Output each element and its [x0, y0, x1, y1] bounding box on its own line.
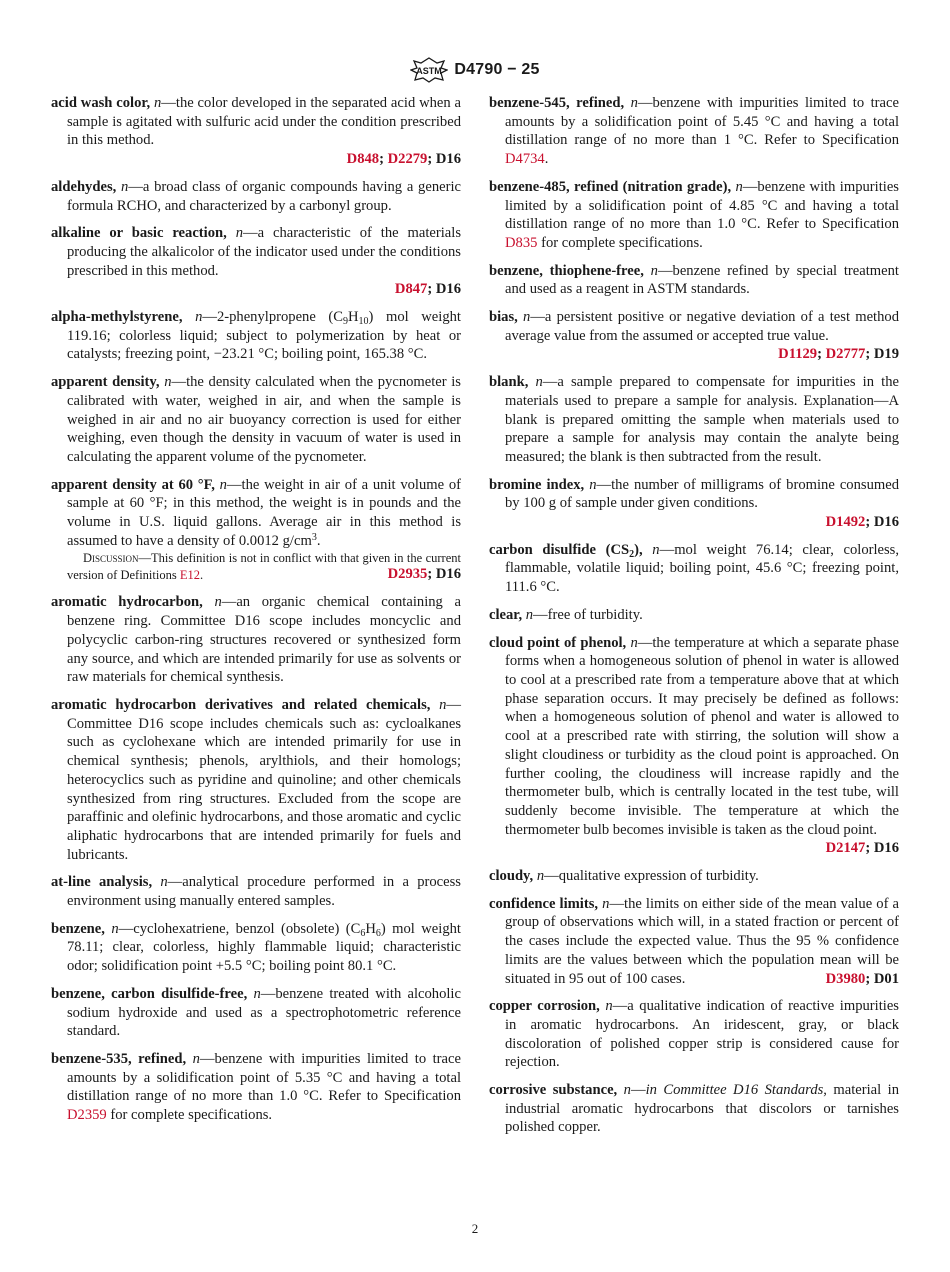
definition-acid-wash-color: acid wash color, n—the color developed in the separated acid when a sample is agitated with sulfuric acid under the condition prescribed in this method. D848; D2279; D16 [51, 95, 461, 168]
definition-clear: clear, n—free of turbidity. [489, 606, 643, 623]
definition-benzene-cs2-free: benzene, carbon disulfide-free, n—benzene treated with alcoholic sodium hydroxide and used as a spectrophotometric reference standard. [51, 985, 461, 1040]
definition-bromine-index: bromine index, n—the number of milligrams of bromine consumed by 100 g of sample under given conditions. D1492; D16 [489, 476, 899, 531]
discussion-note: Discussion—This definition is not in conflict with that given in the current version of Definitions E12. D2935; D16 [67, 551, 461, 583]
page-header [0, 58, 950, 82]
definition-confidence-limits: confidence limits, n—the limits on either side of the mean value of a group of observations which will, in a stated fraction or percent of the cases include the expected value. Thus the 95 % confidence limits are the values between which the population mean will be situated in 95 out of 100 cases. D3980; D01 [489, 895, 899, 987]
ref-link[interactable]: D848 [346, 151, 380, 168]
definition-aldehydes: aldehydes, n—a broad class of organic compounds having a generic formula RCHO, and characterized by a carbonyl group. [51, 178, 461, 214]
ref-link[interactable]: D1492 [825, 514, 866, 531]
definition-copper-corrosion: copper corrosion, n—a qualitative indication of reactive impurities in aromatic hydrocarbons. An iridescent, gray, or black discoloration of polished copper strip is considered cause for rejection. [489, 998, 899, 1071]
astm-logo-icon [410, 57, 448, 83]
definition-cloud-point-of-phenol: cloud point of phenol, n—the temperature at which a separate phase forms when a homogeneous solution of phenol in water is allowed to cool at a prescribed rate from a temperature above that at which phase separation occurs. It may precisely be defined as follows: when a homogeneous solution of phenol and water is allowed to cool at a prescribed rate with stirring, the solution will show a slight cloudiness or turbidity as the cloud point is approached. On further cooling, the cloudiness will increase rapidly and the thermometer bulb, which is centrally located in the test tube, will suddenly become invisible. The temperature at which the thermometer bulb becomes invisible is taken as the cloud point. D2147; D16 [489, 634, 900, 857]
ref-link[interactable]: D3980 [825, 970, 866, 987]
definition-benzene-535: benzene-535, refined, n—benzene with impurities limited to trace amounts by a solidification point of 5.35 °C and having a total distillation range of no more than 1.0 °C. Refer to Specification D2359 for complete specifications. [51, 1050, 461, 1124]
ref-link[interactable]: D4734 [505, 151, 545, 168]
ref-link[interactable]: D2935 [387, 566, 428, 583]
definition-aromatic-derivatives: aromatic hydrocarbon derivatives and related chemicals, n—Committee D16 scope includes chemicals such as: cycloalkanes such as cyclohexane which are intended primarily for use in chemical synthesis; phenols, arylthiols, and their homologs; heterocyclics such as pyridine and quinoline; and other chemicals synthesized from ring structures. Excluded from the scope are paraffinic and olefinic hydrocarbons, and those aromatic and cyclic aliphatic hydrocarbons that are intended primarily for fuels and lubricants. [51, 696, 461, 863]
page-number: 2 [471, 1221, 479, 1236]
definition-alkaline-reaction: alkaline or basic reaction, n—a characteristic of the materials producing the alkalicolor of the indicator used under the conditions prescribed in this method. D847; D16 [51, 225, 461, 298]
ref-link[interactable]: D2147 [825, 840, 866, 857]
definition-at-line-analysis: at-line analysis, n—analytical procedure performed in a process environment using manually entered samples. [51, 874, 461, 910]
definition-apparent-density-60f: apparent density at 60 °F, n—the weight in air of a unit volume of sample at 60 °F; in this method, the weight is in pounds and the volume in U.S. liquid gallons. Average air in this method is assumed to have a density of 0.0012 $g/cm^3$. Discussion—This definition is not in conflict with that given in the current version of Definitions E12. D2935; D16 [51, 476, 462, 583]
ref-link[interactable]: D1129 [778, 346, 818, 363]
definition-aromatic-hydrocarbon: aromatic hydrocarbon, n—an organic chemical containing a benzene ring. Committee D16 scope includes moncyclic and polycyclic carbon-ring structures recovered or synthesized form any source, and which are intended primarily for use as solvents or raw materials for chemical synthesis. [51, 594, 461, 686]
ref-link[interactable]: D835 [505, 234, 538, 251]
definition-benzene-thiophene-free: benzene, thiophene-free, n—benzene refined by special treatment and used as a reagent in ASTM standards. [489, 262, 899, 298]
document-designation: D4790 − 25 [454, 61, 540, 78]
ref-link[interactable]: D2279 [387, 151, 428, 168]
ref-link[interactable]: E12 [179, 568, 200, 583]
ref-link[interactable]: D2359 [67, 1107, 107, 1124]
ref-link[interactable]: D2777 [825, 346, 866, 363]
logo-text: ASTM [416, 66, 443, 76]
right-column [489, 94, 899, 1146]
definition-alpha-methylstyrene: alpha-methylstyrene, n—2-phenylpropene $(C_9H_{10})$ mol weight 119.16; colorless liquid; subject to polymerization by heat or catalysts; freezing point, −23.21 °C; boiling point, 165.38 °C. [51, 309, 461, 363]
left-column [51, 94, 461, 1134]
definition-carbon-disulfide: carbon disulfide $(CS_2)$, n—mol weight 76.14; clear, colorless, flammable, volatile liquid; boiling point, 45.6 °C; freezing point, 111.6 °C. [489, 541, 900, 596]
definition-bias: bias, n—a persistent positive or negative deviation of a test method average value from the assumed or accepted true value. D1129; D2777; D19 [489, 309, 899, 363]
definition-apparent-density: apparent density, n—the density calculated when the pycnometer is calibrated with water, weighed in air, and when the sample is weighed in air and no air buoyancy correction is used for either weighing, even though the density in vacuum of water is used in calculating the apparent volume of the pycnometer. [51, 374, 461, 465]
definition-benzene-485: benzene-485, refined (nitration grade), n—benzene with impurities limited by a solidification point of 4.85 °C and having a total distillation range of no more than 1.0 °C. Refer to Specification D835 for complete specifications. [489, 178, 899, 251]
ref-link[interactable]: D847 [394, 281, 428, 298]
definition-corrosive-substance: corrosive substance, n—in Committee D16 Standards, material in industrial aromatic hydrocarbons that discolors or tarnishes polished copper. [489, 1082, 900, 1136]
definition-benzene: benzene, n—cyclohexatriene, benzol (obsolete) $(C_6H_6)$ mol weight 78.11; clear, colorless, highly flammable liquid; characteristic odor; solidification point +5.5 °C; boiling point 80.1 °C. [51, 920, 461, 975]
definition-cloudy: cloudy, n—qualitative expression of turbidity. [489, 868, 759, 885]
definition-benzene-545: benzene-545, refined, n—benzene with impurities limited to trace amounts by a solidification point of 5.45 °C and having a total distillation range of no more than 1 °C. Refer to Specification D4734. [489, 95, 899, 168]
definition-blank: blank, n—a sample prepared to compensate for impurities in the materials used to prepare a sample for analysis. Explanation—A blank is prepared omitting the sample when materials used to prepare a sample for analysis may contain the analyte being measured; the blank is then subtracted from the result. [489, 374, 899, 465]
